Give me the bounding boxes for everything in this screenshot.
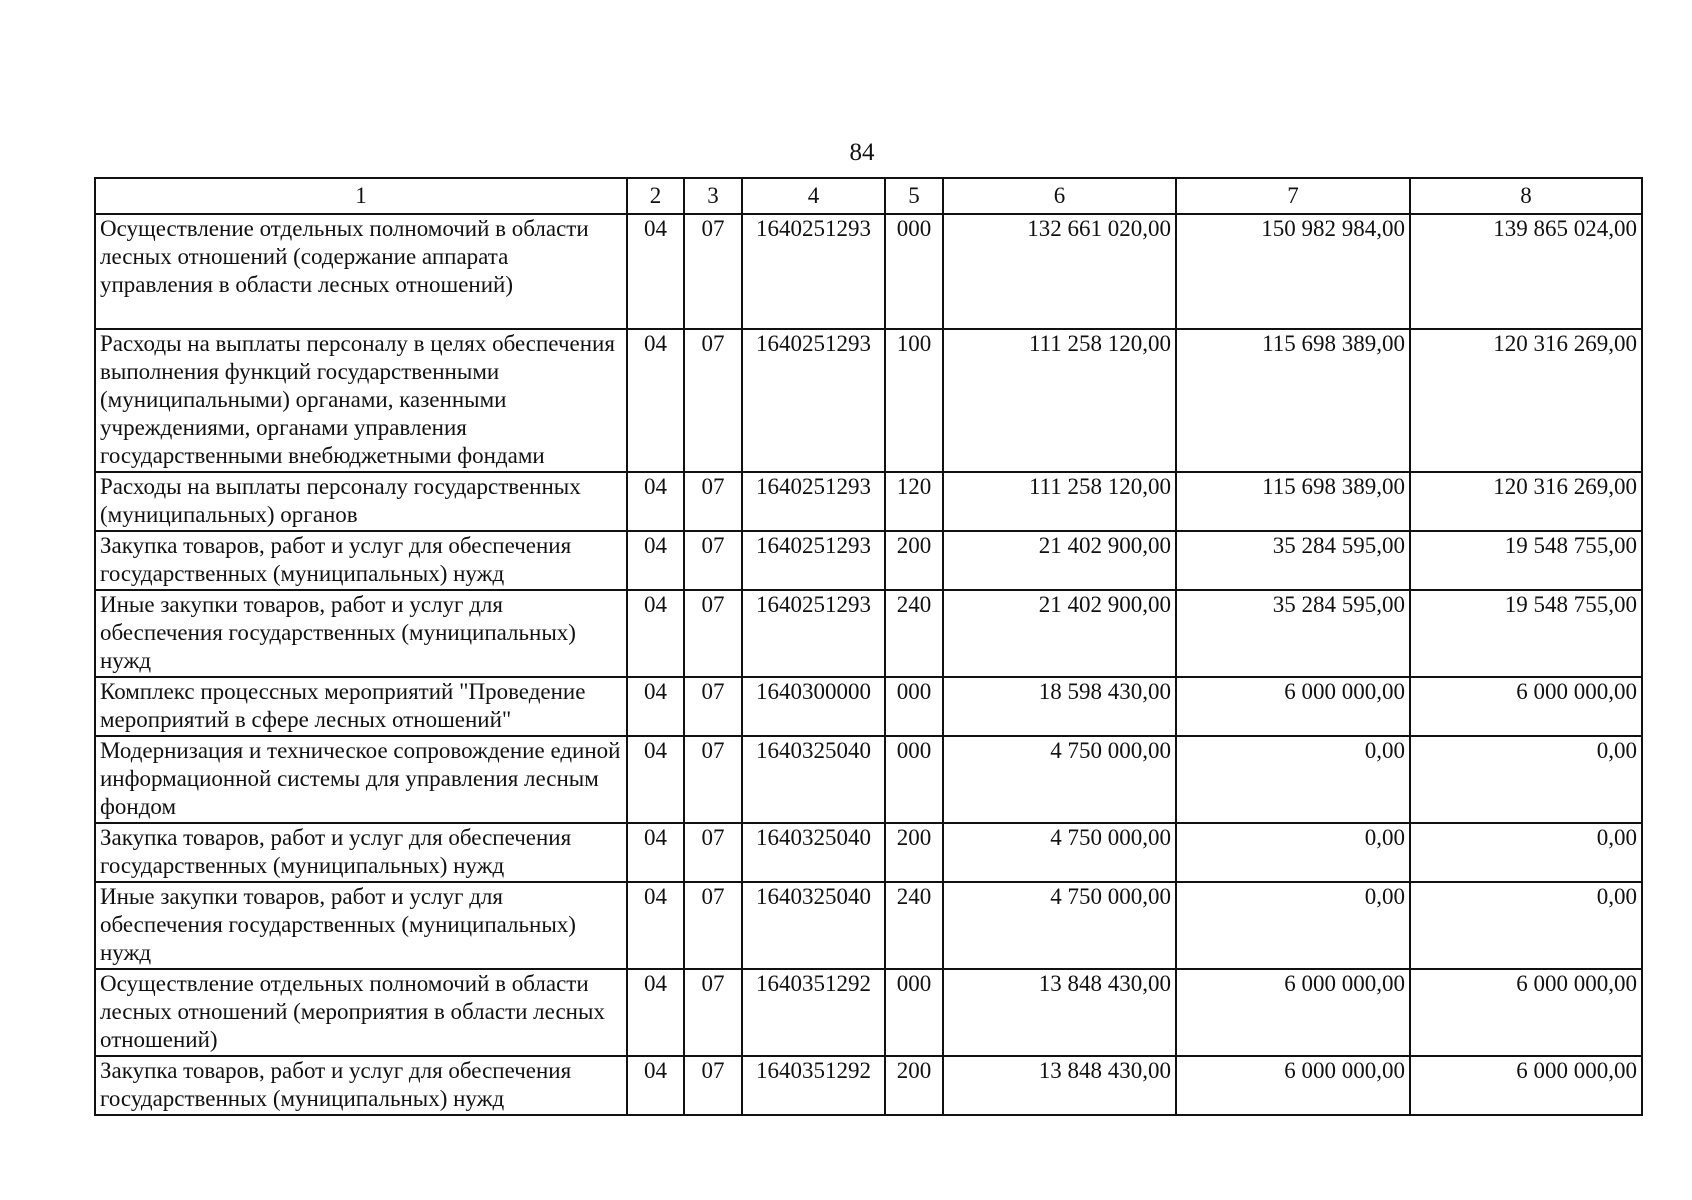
section-code: 04 — [627, 882, 684, 969]
amount-col-7: 115 698 389,00 — [1176, 329, 1410, 472]
amount-col-7: 150 982 984,00 — [1176, 214, 1410, 329]
amount-col-6: 13 848 430,00 — [943, 1056, 1176, 1115]
header-col-1: 1 — [95, 178, 627, 214]
target-article-code: 1640251293 — [742, 590, 885, 677]
row-name: Закупка товаров, работ и услуг для обеспечения государственных (муниципальных) нужд — [95, 1056, 627, 1115]
section-code: 04 — [627, 590, 684, 677]
amount-col-8: 19 548 755,00 — [1410, 590, 1642, 677]
expense-type-code: 000 — [885, 736, 943, 823]
expense-type-code: 240 — [885, 590, 943, 677]
subsection-code: 07 — [684, 736, 742, 823]
amount-col-6: 21 402 900,00 — [943, 531, 1176, 590]
amount-col-8: 0,00 — [1410, 882, 1642, 969]
expense-type-code: 200 — [885, 823, 943, 882]
amount-col-7: 6 000 000,00 — [1176, 969, 1410, 1056]
section-code: 04 — [627, 472, 684, 531]
amount-col-8: 139 865 024,00 — [1410, 214, 1642, 329]
subsection-code: 07 — [684, 882, 742, 969]
target-article-code: 1640351292 — [742, 969, 885, 1056]
row-name: Расходы на выплаты персоналу государственных (муниципальных) органов — [95, 472, 627, 531]
subsection-code: 07 — [684, 214, 742, 329]
header-row — [95, 178, 1642, 214]
subsection-code: 07 — [684, 823, 742, 882]
target-article-code: 1640351292 — [742, 1056, 885, 1115]
section-code: 04 — [627, 214, 684, 329]
header-col-2: 2 — [627, 178, 684, 214]
expense-type-code: 200 — [885, 531, 943, 590]
expense-type-code: 120 — [885, 472, 943, 531]
amount-col-8: 120 316 269,00 — [1410, 329, 1642, 472]
target-article-code: 1640251293 — [742, 329, 885, 472]
expense-type-code: 000 — [885, 969, 943, 1056]
amount-col-6: 111 258 120,00 — [943, 329, 1176, 472]
row-name: Комплекс процессных мероприятий "Проведение мероприятий в сфере лесных отношений" — [95, 677, 627, 736]
amount-col-8: 120 316 269,00 — [1410, 472, 1642, 531]
amount-col-7: 115 698 389,00 — [1176, 472, 1410, 531]
table-row — [95, 736, 1642, 823]
target-article-code: 1640325040 — [742, 882, 885, 969]
amount-col-6: 4 750 000,00 — [943, 882, 1176, 969]
row-name: Закупка товаров, работ и услуг для обеспечения государственных (муниципальных) нужд — [95, 531, 627, 590]
amount-col-6: 132 661 020,00 — [943, 214, 1176, 329]
table-row — [95, 472, 1642, 531]
section-code: 04 — [627, 329, 684, 472]
expense-type-code: 100 — [885, 329, 943, 472]
table-row — [95, 214, 1642, 329]
amount-col-8: 0,00 — [1410, 823, 1642, 882]
amount-col-6: 111 258 120,00 — [943, 472, 1176, 531]
subsection-code: 07 — [684, 969, 742, 1056]
amount-col-6: 21 402 900,00 — [943, 590, 1176, 677]
row-name: Осуществление отдельных полномочий в области лесных отношений (мероприятия в области лесных отношений) — [95, 969, 627, 1056]
target-article-code: 1640325040 — [742, 823, 885, 882]
row-name: Иные закупки товаров, работ и услуг для обеспечения государственных (муниципальных) нужд — [95, 590, 627, 677]
row-name: Иные закупки товаров, работ и услуг для обеспечения государственных (муниципальных) нужд — [95, 882, 627, 969]
table-row — [95, 329, 1642, 472]
subsection-code: 07 — [684, 1056, 742, 1115]
table-row — [95, 1056, 1642, 1115]
budget-table — [94, 177, 1643, 1116]
table-row — [95, 590, 1642, 677]
expense-type-code: 000 — [885, 677, 943, 736]
row-name: Осуществление отдельных полномочий в области лесных отношений (содержание аппарата управления в области лесных отношений) — [95, 214, 627, 329]
section-code: 04 — [627, 736, 684, 823]
subsection-code: 07 — [684, 329, 742, 472]
subsection-code: 07 — [684, 677, 742, 736]
expense-type-code: 200 — [885, 1056, 943, 1115]
target-article-code: 1640251293 — [742, 214, 885, 329]
table-body — [95, 214, 1642, 1115]
row-name: Закупка товаров, работ и услуг для обеспечения государственных (муниципальных) нужд — [95, 823, 627, 882]
header-col-4: 4 — [742, 178, 885, 214]
table-row — [95, 969, 1642, 1056]
amount-col-7: 0,00 — [1176, 882, 1410, 969]
amount-col-6: 4 750 000,00 — [943, 736, 1176, 823]
page-number: 84 — [849, 139, 875, 166]
section-code: 04 — [627, 969, 684, 1056]
amount-col-7: 0,00 — [1176, 736, 1410, 823]
target-article-code: 1640325040 — [742, 736, 885, 823]
amount-col-7: 6 000 000,00 — [1176, 677, 1410, 736]
row-name: Модернизация и техническое сопровождение единой информационной системы для управления лесным фондом — [95, 736, 627, 823]
amount-col-6: 18 598 430,00 — [943, 677, 1176, 736]
target-article-code: 1640251293 — [742, 531, 885, 590]
header-col-8: 8 — [1410, 178, 1642, 214]
section-code: 04 — [627, 823, 684, 882]
target-article-code: 1640300000 — [742, 677, 885, 736]
amount-col-7: 6 000 000,00 — [1176, 1056, 1410, 1115]
amount-col-8: 0,00 — [1410, 736, 1642, 823]
amount-col-6: 13 848 430,00 — [943, 969, 1176, 1056]
amount-col-7: 35 284 595,00 — [1176, 590, 1410, 677]
table-row — [95, 677, 1642, 736]
subsection-code: 07 — [684, 590, 742, 677]
table-row — [95, 882, 1642, 969]
table-row — [95, 531, 1642, 590]
amount-col-6: 4 750 000,00 — [943, 823, 1176, 882]
section-code: 04 — [627, 677, 684, 736]
amount-col-7: 35 284 595,00 — [1176, 531, 1410, 590]
table-row — [95, 823, 1642, 882]
header-col-7: 7 — [1176, 178, 1410, 214]
expense-type-code: 240 — [885, 882, 943, 969]
section-code: 04 — [627, 531, 684, 590]
header-col-3: 3 — [684, 178, 742, 214]
amount-col-8: 19 548 755,00 — [1410, 531, 1642, 590]
amount-col-8: 6 000 000,00 — [1410, 1056, 1642, 1115]
amount-col-8: 6 000 000,00 — [1410, 677, 1642, 736]
row-name: Расходы на выплаты персоналу в целях обеспечения выполнения функций государственными (муниципальными) органами, казенными учреждениями, органами управления государственными внебюджетными фондами — [95, 329, 627, 472]
target-article-code: 1640251293 — [742, 472, 885, 531]
header-col-6: 6 — [943, 178, 1176, 214]
expense-type-code: 000 — [885, 214, 943, 329]
amount-col-7: 0,00 — [1176, 823, 1410, 882]
subsection-code: 07 — [684, 531, 742, 590]
header-col-5: 5 — [885, 178, 943, 214]
section-code: 04 — [627, 1056, 684, 1115]
subsection-code: 07 — [684, 472, 742, 531]
amount-col-8: 6 000 000,00 — [1410, 969, 1642, 1056]
